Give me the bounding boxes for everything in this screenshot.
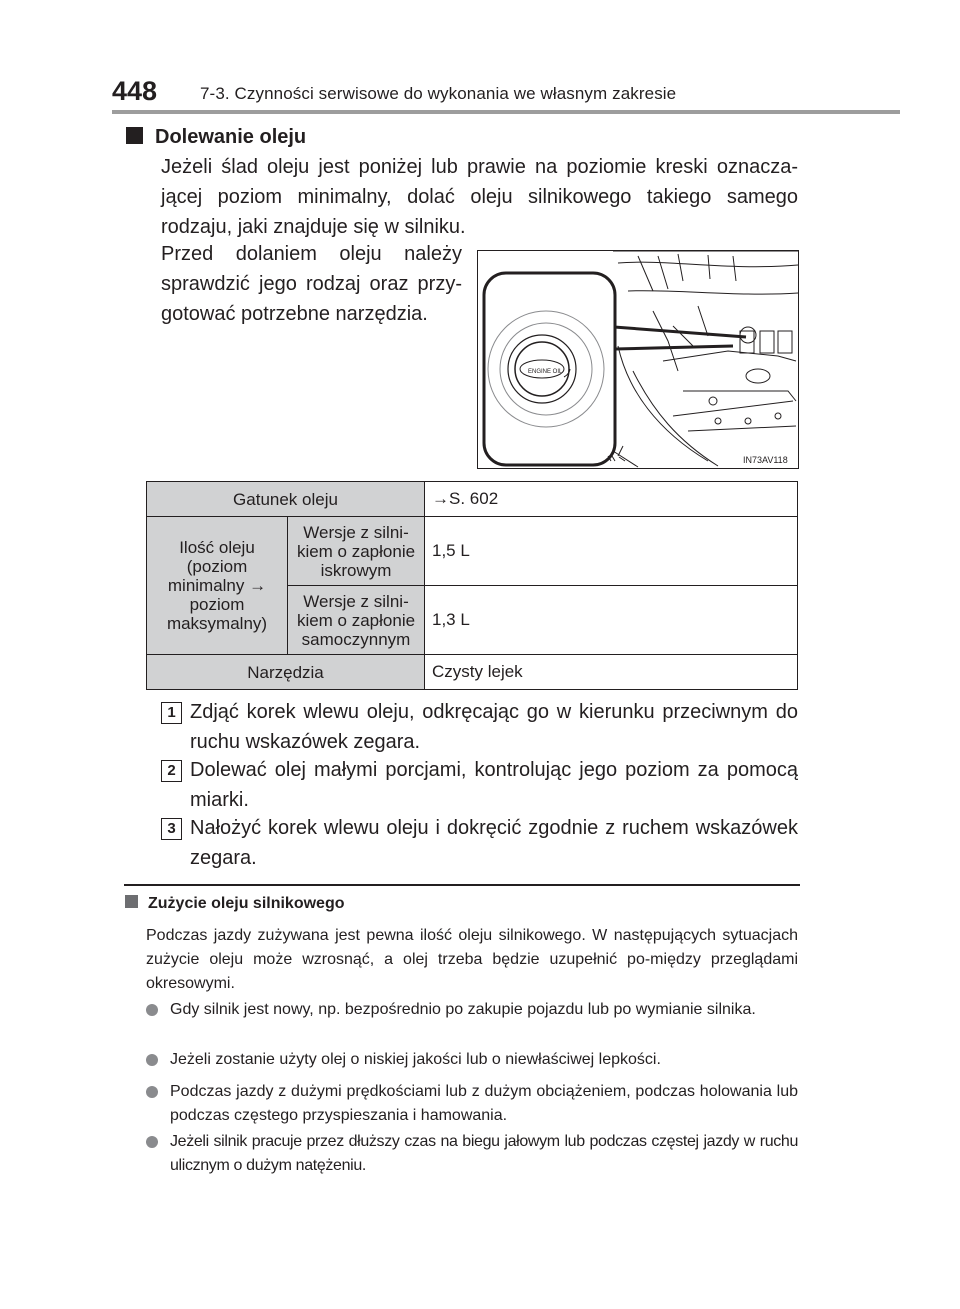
intro-paragraph: Jeżeli ślad oleju jest poniżej lub prawie na poziomie kreski oznacza-jącej poziom minimalny, dolać oleju silnikowego takiego samego rodzaju, jaki znajduje się w silniku. — [161, 156, 798, 238]
circle-bullet-icon — [146, 1054, 158, 1066]
section-divider — [124, 884, 800, 886]
table-row — [147, 482, 798, 517]
quantity-value: 1,5 L — [425, 517, 798, 586]
tools-value: Czysty lejek — [425, 655, 798, 690]
consumption-paragraph: Podczas jazdy zużywana jest pewna ilość oleju silnikowego. W następujących sytuacjach zużycie oleju może wzrosnąć, a olej trzeba będzie uzupełnić po-między przeglądami okresowymi. — [146, 927, 798, 992]
section-heading-oil-topup — [126, 126, 306, 149]
oil-type-label: Gatunek oleju — [147, 482, 425, 517]
section-heading-oil-consumption — [125, 895, 344, 913]
table-row — [147, 655, 798, 690]
oil-quantity-label-text: Ilość oleju (poziom minimalny → poziom maksymalny) — [166, 538, 268, 633]
figure-code: IN73AV118 — [743, 455, 788, 465]
step-number-badge: 1 — [161, 702, 182, 724]
table-row — [147, 517, 798, 586]
list-item-text: Gdy silnik jest nowy, np. bezpośrednio po zakupie pojazdu lub po wymianie silnika. — [170, 1001, 756, 1018]
step-3 — [161, 813, 798, 873]
list-item — [146, 1048, 798, 1072]
quantity-value: 1,3 L — [425, 586, 798, 655]
step-2 — [161, 755, 798, 815]
list-item — [146, 1130, 798, 1178]
variant-label — [288, 517, 425, 586]
list-item-text: Jeżeli silnik pracuje przez dłuższy czas na biegu jałowym lub podczas częstej jazdy w ruchu ulicznym o dużym natężeniu. — [170, 1133, 798, 1174]
circle-bullet-icon — [146, 1136, 158, 1148]
list-item-text: Podczas jazdy z dużymi prędkościami lub z dużym obciążeniem, podczas holowania lub podczas częstego przyspieszania i hamowania. — [170, 1083, 798, 1124]
before-paragraph: Przed dolaniem oleju należy sprawdzić jego rodzaj oraz przy-gotować potrzebne narzędzia. — [161, 243, 462, 325]
step-text: Zdjąć korek wlewu oleju, odkręcając go w kierunku przeciwnym do ruchu wskazówek zegara. — [190, 701, 798, 753]
engine-oil-cap-illustration — [477, 250, 799, 469]
variant-label-text: Wersje z silni-kiem o zapłonie iskrowym — [296, 522, 416, 580]
section-heading-text: Dolewanie oleju — [155, 126, 307, 148]
chapter-title: 7-3. Czynności serwisowe do wykonania we własnym zakresie — [200, 84, 677, 103]
square-bullet-icon — [125, 895, 138, 908]
step-text: Nałożyć korek wlewu oleju i dokręcić zgodnie z ruchem wskazówek zegara. — [190, 817, 798, 869]
variant-label — [288, 586, 425, 655]
circle-bullet-icon — [146, 1004, 158, 1016]
engine-bay-drawing — [478, 251, 798, 468]
step-1 — [161, 697, 798, 757]
header-rule — [112, 110, 900, 114]
section-heading-text: Zużycie oleju silnikowego — [148, 895, 345, 912]
variant-label-text: Wersje z silni-kiem o zapłonie samoczynnym — [296, 591, 416, 649]
page-number: 448 — [112, 76, 158, 106]
oil-spec-table — [146, 481, 798, 690]
tools-label: Narzędzia — [147, 655, 425, 690]
oil-quantity-label — [147, 517, 288, 655]
step-text: Dolewać olej małymi porcjami, kontrolując jego poziom za pomocą miarki. — [190, 759, 798, 811]
circle-bullet-icon — [146, 1086, 158, 1098]
step-number-badge: 2 — [161, 760, 182, 782]
list-item — [146, 998, 798, 1022]
list-item — [146, 1080, 798, 1128]
list-item-text: Jeżeli zostanie użyty olej o niskiej jakości lub o niewłaściwej lepkości. — [170, 1051, 661, 1068]
step-number-badge: 3 — [161, 818, 182, 840]
square-bullet-icon — [126, 127, 143, 144]
oil-type-value: →S. 602 — [425, 482, 798, 517]
cap-label: ENGINE OIL — [528, 369, 563, 375]
